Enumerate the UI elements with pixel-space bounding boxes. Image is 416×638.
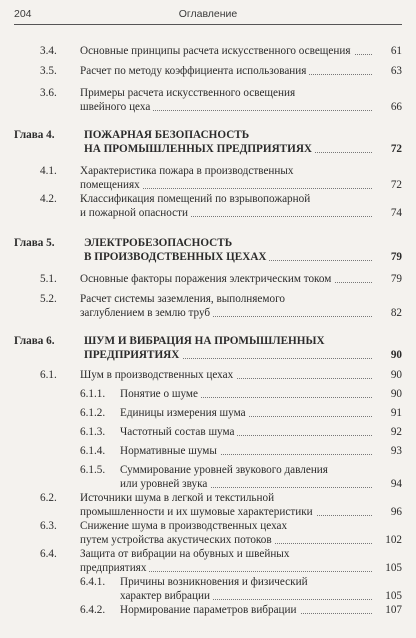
toc-entry-number: 5.1. xyxy=(40,273,57,285)
toc-entry-number: 6.1.1. xyxy=(80,388,106,400)
toc-entry-title: Источники шума в легкой и текстильной xyxy=(80,492,277,504)
toc-entry-title: Расчет по методу коэффициента использования xyxy=(80,65,309,77)
toc-entry-page: 82 xyxy=(376,306,402,320)
toc-entry-title: и пожарной опасности xyxy=(80,207,191,219)
toc-entry-number: 3.5. xyxy=(40,65,57,77)
toc-entry-number: 6.1.5. xyxy=(80,464,106,476)
toc-entry-number: 6.1.3. xyxy=(80,426,106,438)
toc-entry-title: помещениях xyxy=(80,179,143,191)
toc-entry-page: 72 xyxy=(376,178,402,192)
toc-entry-page: 102 xyxy=(376,533,402,547)
toc-entry-page: 96 xyxy=(376,505,402,519)
toc-entry-page: 72 xyxy=(376,142,402,156)
toc-entry-number: 6.1. xyxy=(40,369,57,381)
toc-entry-title: ПРЕДПРИЯТИЯХ xyxy=(84,349,182,361)
toc-entry-title: Основные факторы поражения электрическим током xyxy=(80,273,334,285)
toc-entry-title: Примеры расчета искусственного освещения xyxy=(80,87,298,99)
toc-entry-title: путем устройства акустических потоков xyxy=(80,534,275,546)
toc-entry-number: 6.4. xyxy=(40,548,57,560)
toc-entry-title: Расчет системы заземления, выполняемого xyxy=(80,293,288,305)
toc-entry-title: заглублением в землю труб xyxy=(80,307,213,319)
toc-entry-page: 90 xyxy=(376,348,402,362)
toc-entry-title: Суммирование уровней звукового давления xyxy=(120,464,331,476)
toc-entry-number: 6.1.4. xyxy=(80,445,106,457)
toc-entry-number: 6.4.1. xyxy=(80,576,106,588)
toc-entry-title: ЭЛЕКТРОБЕЗОПАСНОСТЬ xyxy=(84,237,235,249)
toc-entry-page: 66 xyxy=(376,100,402,114)
toc-entry-title: Частотный состав шума xyxy=(120,426,237,438)
toc-entry-title: Единицы измерения шума xyxy=(120,407,249,419)
toc-entry-number: 3.6. xyxy=(40,87,57,99)
toc-entry-page: 79 xyxy=(376,272,402,286)
toc-entry-title: ШУМ И ВИБРАЦИЯ НА ПРОМЫШЛЕННЫХ xyxy=(84,335,328,347)
toc-entry-title: предприятиях xyxy=(80,562,149,574)
toc-entry-title: Классификация помещений по взрывопожарной xyxy=(80,193,313,205)
toc-entry-page: 63 xyxy=(376,64,402,78)
toc-entry-number: 4.1. xyxy=(40,165,57,177)
toc-entry-page: 105 xyxy=(376,589,402,603)
running-header xyxy=(14,8,402,25)
toc-entry-number: Глава 4. xyxy=(14,129,55,141)
toc-entry-number: Глава 6. xyxy=(14,335,55,347)
toc-entry-title: Основные принципы расчета искусственного освещения xyxy=(80,45,354,57)
toc-entry-number: 6.1.2. xyxy=(80,407,106,419)
toc-entry-page: 74 xyxy=(376,206,402,220)
toc-entry-title: НА ПРОМЫШЛЕННЫХ ПРЕДПРИЯТИЯХ xyxy=(84,143,315,155)
page-number: 204 xyxy=(14,8,32,20)
toc-entry-number: Глава 5. xyxy=(14,237,55,249)
toc-entry-page: 105 xyxy=(376,561,402,575)
toc-entry-title: или уровней звука xyxy=(120,478,210,490)
toc-entry-number: 4.2. xyxy=(40,193,57,205)
toc-entry-page: 61 xyxy=(376,44,402,58)
toc-entry-page: 79 xyxy=(376,250,402,264)
toc-entry-number: 6.2. xyxy=(40,492,57,504)
toc-entry-title: Причины возникновения и физический xyxy=(120,576,311,588)
toc-entry-title: Характеристика пожара в производственных xyxy=(80,165,297,177)
toc-entry-title: В ПРОИЗВОДСТВЕННЫХ ЦЕХАХ xyxy=(84,251,269,263)
toc-entry-page: 92 xyxy=(376,425,402,439)
toc-entry-page: 107 xyxy=(376,603,402,617)
toc-entry-page: 94 xyxy=(376,477,402,491)
toc-entry-number: 3.4. xyxy=(40,45,57,57)
toc-entry-title: характер вибрации xyxy=(120,590,213,602)
toc-entry-page: 90 xyxy=(376,368,402,382)
toc-entry-title: Снижение шума в производственных цехах xyxy=(80,520,290,532)
toc-entry-title: ПОЖАРНАЯ БЕЗОПАСНОСТЬ xyxy=(84,129,252,141)
toc-entry-title: Защита от вибрации на обувных и швейных xyxy=(80,548,292,560)
toc-entry-title: Нормативные шумы xyxy=(120,445,220,457)
toc-entry-page: 91 xyxy=(376,406,402,420)
toc-entry-title: швейного цеха xyxy=(80,101,153,113)
header-title: Оглавление xyxy=(178,8,238,20)
toc-entry-title: Нормирование параметров вибрации xyxy=(120,604,300,616)
toc-entry-number: 6.3. xyxy=(40,520,57,532)
toc-entry-number: 6.4.2. xyxy=(80,604,106,616)
toc-entry-page: 90 xyxy=(376,387,402,401)
toc-entry-title: промышленности и их шумовые характеристики xyxy=(80,506,316,518)
toc-entry-number: 5.2. xyxy=(40,293,57,305)
toc-entry-page: 93 xyxy=(376,444,402,458)
toc-entry-title: Шум в производственных цехах xyxy=(80,369,236,381)
toc-entry-title: Понятие о шуме xyxy=(120,388,201,400)
